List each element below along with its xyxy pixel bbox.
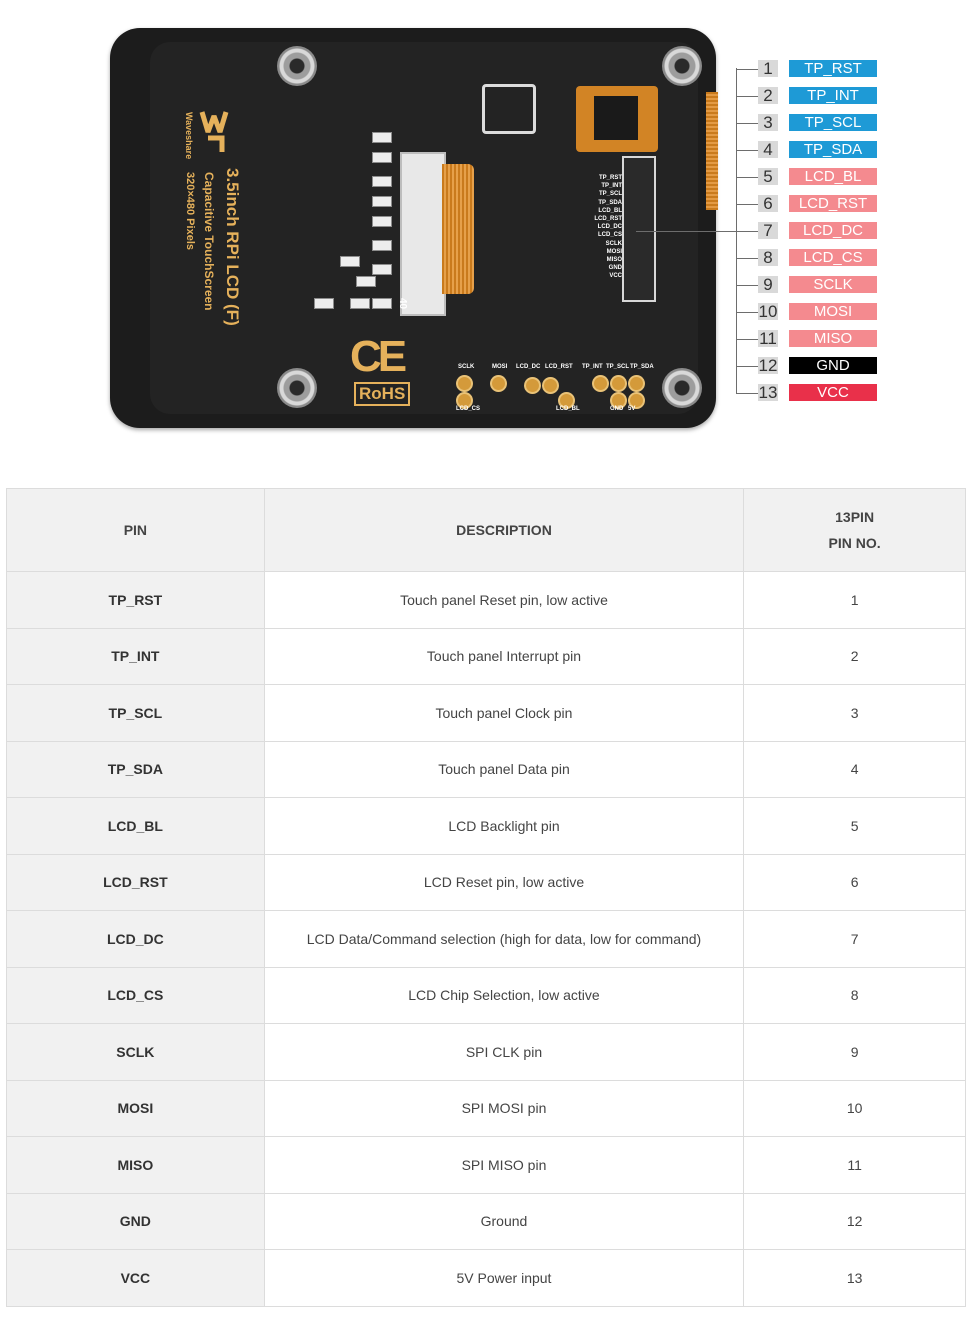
cell-description: LCD Backlight pin — [264, 798, 743, 855]
callout-number: 13 — [758, 383, 778, 402]
callout-label: TP_INT — [789, 87, 877, 104]
header-pin-label: TP_SDA — [598, 199, 622, 206]
header-pin-label: LCD_CS — [597, 232, 622, 239]
cell-pin: GND — [7, 1193, 265, 1250]
board-title: 3.5inch RPi LCD (F) — [223, 168, 242, 326]
cell-pin: TP_SDA — [7, 741, 265, 798]
callout-tick — [736, 285, 758, 286]
cell-description: SPI MOSI pin — [264, 1080, 743, 1137]
cell-pin: TP_RST — [7, 572, 265, 629]
cell-pin: SCLK — [7, 1024, 265, 1081]
callout-tick — [736, 177, 758, 178]
callout-number: 10 — [758, 302, 778, 321]
screw-hole-top-right — [662, 46, 702, 86]
callout-number: 2 — [758, 87, 778, 104]
table-row — [7, 572, 966, 629]
callout-tick — [736, 123, 758, 124]
screw-hole-bottom-right — [662, 368, 702, 408]
callout-number: 7 — [758, 222, 778, 239]
touch-connector — [482, 84, 536, 134]
header-pin-no-line2: PIN NO. — [828, 535, 881, 551]
cell-pin: TP_INT — [7, 628, 265, 685]
callout-number: 11 — [759, 329, 777, 348]
header-pin-label: LCD_RST — [594, 216, 622, 223]
pad-label: TP_INT — [582, 364, 603, 370]
callout-tick — [736, 393, 758, 394]
cell-description: Touch panel Reset pin, low active — [264, 572, 743, 629]
header-pin-label: LCD_BL — [598, 207, 622, 214]
header-pin-no-line1: 13PIN — [835, 509, 875, 525]
smd-component — [372, 196, 392, 207]
cell-description: LCD Data/Command selection (high for data, low for command) — [264, 911, 743, 968]
test-pad — [456, 375, 473, 392]
table-row — [7, 685, 966, 742]
cell-pin-no: 1 — [744, 572, 966, 629]
pad-label: LCD_CS — [456, 406, 481, 412]
cell-pin: LCD_DC — [7, 911, 265, 968]
screw-hole-top-left — [277, 46, 317, 86]
callout-label: TP_SCL — [789, 114, 877, 131]
callout-label: MISO — [789, 330, 877, 347]
ce-mark: CE — [350, 332, 404, 381]
cell-pin-no: 13 — [744, 1250, 966, 1307]
cell-pin-no: 4 — [744, 741, 966, 798]
screw-hole-bottom-left — [277, 368, 317, 408]
callout-label: VCC — [789, 384, 877, 401]
cell-pin-no: 5 — [744, 798, 966, 855]
callout-number: 6 — [758, 195, 778, 212]
cell-pin: LCD_RST — [7, 854, 265, 911]
cell-description: LCD Chip Selection, low active — [264, 967, 743, 1024]
table-header-row — [7, 489, 966, 572]
cell-pin: MOSI — [7, 1080, 265, 1137]
smd-component — [372, 240, 392, 251]
pin-header-13pin — [622, 156, 656, 302]
pad-label: LCD_RST — [545, 364, 573, 370]
smd-component — [372, 176, 392, 187]
cell-pin-no: 9 — [744, 1024, 966, 1081]
cell-description: Ground — [264, 1193, 743, 1250]
callout-tick — [736, 204, 758, 205]
header-pin-label: TP_INT — [601, 183, 622, 190]
cell-pin: LCD_BL — [7, 798, 265, 855]
callout-number: 1 — [758, 60, 778, 77]
callout-label: TP_RST — [789, 60, 877, 77]
table-row — [7, 1250, 966, 1307]
callout-tick — [736, 258, 758, 259]
header-pin-no — [744, 489, 966, 572]
cell-pin: TP_SCL — [7, 685, 265, 742]
cell-description: Touch panel Interrupt pin — [264, 628, 743, 685]
cell-pin-no: 6 — [744, 854, 966, 911]
board-illustration — [0, 0, 974, 470]
fpc-connector — [400, 152, 446, 316]
cell-description: SPI CLK pin — [264, 1024, 743, 1081]
callout-tick — [736, 231, 758, 232]
cell-pin: MISO — [7, 1137, 265, 1194]
pad-label: LCD_DC — [516, 364, 541, 370]
smd-component — [350, 298, 370, 309]
board-subtitle: Capacitive TouchScreen — [202, 172, 216, 311]
cell-pin-no: 3 — [744, 685, 966, 742]
test-pad — [628, 375, 645, 392]
callout-label: TP_SDA — [789, 141, 877, 158]
table-row — [7, 854, 966, 911]
table-row — [7, 1024, 966, 1081]
cell-pin: LCD_CS — [7, 967, 265, 1024]
pad-label: SCLK — [458, 364, 475, 370]
table-row — [7, 911, 966, 968]
fpc-cable — [442, 164, 474, 294]
header-pin-labels — [582, 174, 622, 281]
header-pin-label: SCLK — [605, 240, 622, 247]
board-brand: Waveshare — [184, 112, 194, 160]
cell-pin-no: 8 — [744, 967, 966, 1024]
pad-label: 5V — [628, 406, 636, 412]
callout-label: LCD_CS — [789, 249, 877, 266]
callout-label: LCD_DC — [789, 222, 877, 239]
callout-tick — [736, 96, 758, 97]
smd-component — [314, 298, 334, 309]
cell-description: LCD Reset pin, low active — [264, 854, 743, 911]
callout-label: SCLK — [789, 276, 877, 293]
callout-label: MOSI — [789, 303, 877, 320]
callout-number: 8 — [758, 249, 778, 266]
table-row — [7, 1137, 966, 1194]
waveshare-logo-icon — [198, 108, 232, 158]
smd-component — [356, 276, 376, 287]
table-row — [7, 1193, 966, 1250]
header-pin-label: TP_SCL — [598, 191, 622, 198]
header-pin-label: MOSI — [606, 248, 622, 255]
callout-label: LCD_RST — [789, 195, 877, 212]
callout-tick — [736, 69, 758, 70]
cell-pin-no: 11 — [744, 1137, 966, 1194]
test-pad — [490, 375, 507, 392]
board-resolution: 320×480 Pixels — [184, 172, 196, 250]
smd-component — [372, 132, 392, 143]
cell-description: Touch panel Clock pin — [264, 685, 743, 742]
callout-number: 5 — [758, 168, 778, 185]
header-pin-label: LCD_DC — [597, 224, 622, 231]
cell-pin-no: 2 — [744, 628, 966, 685]
cell-description: 5V Power input — [264, 1250, 743, 1307]
rohs-mark: RoHS — [354, 382, 410, 406]
fpc-marker: 40 — [397, 298, 408, 310]
smd-component — [372, 264, 392, 275]
cell-pin-no: 7 — [744, 911, 966, 968]
callout-tick — [736, 366, 758, 367]
test-pad — [542, 377, 559, 394]
table-row — [7, 967, 966, 1024]
cell-pin-no: 10 — [744, 1080, 966, 1137]
callout-number: 12 — [758, 356, 778, 375]
side-flex-tape — [706, 92, 718, 210]
cell-pin: VCC — [7, 1250, 265, 1307]
pad-label: GND — [610, 406, 624, 412]
table-row — [7, 628, 966, 685]
header-description: DESCRIPTION — [264, 489, 743, 572]
header-pin-label: MISO — [606, 257, 622, 264]
table-row — [7, 1080, 966, 1137]
test-pad — [610, 375, 627, 392]
header-pin-label: VCC — [609, 273, 622, 280]
smd-component — [372, 152, 392, 163]
callout-leader-line — [636, 231, 736, 232]
callout-label: GND — [789, 357, 877, 374]
pad-label: MOSI — [492, 364, 508, 370]
chip-core — [594, 96, 638, 140]
header-pin: PIN — [7, 489, 265, 572]
test-pad — [592, 375, 609, 392]
pad-label: LCD_BL — [556, 406, 580, 412]
callout-number: 3 — [758, 114, 778, 131]
header-pin-label: TP_RST — [598, 175, 622, 181]
callout-tick — [736, 312, 758, 313]
pin-description-table — [6, 488, 966, 1307]
table-row — [7, 741, 966, 798]
smd-component — [372, 298, 392, 309]
pad-label: TP_SCL — [606, 364, 630, 370]
pad-label: TP_SDA — [630, 364, 654, 370]
header-pin-label: GND — [608, 265, 622, 272]
touch-controller-chip — [576, 86, 658, 152]
callout-number: 9 — [758, 276, 778, 293]
table-row — [7, 798, 966, 855]
test-pad — [524, 377, 541, 394]
smd-component — [372, 216, 392, 227]
callout-number: 4 — [758, 141, 778, 158]
smd-component — [340, 256, 360, 267]
cell-description: Touch panel Data pin — [264, 741, 743, 798]
cell-description: SPI MISO pin — [264, 1137, 743, 1194]
cell-pin-no: 12 — [744, 1193, 966, 1250]
callout-tick — [736, 150, 758, 151]
callout-tick — [736, 339, 758, 340]
callout-label: LCD_BL — [789, 168, 877, 185]
